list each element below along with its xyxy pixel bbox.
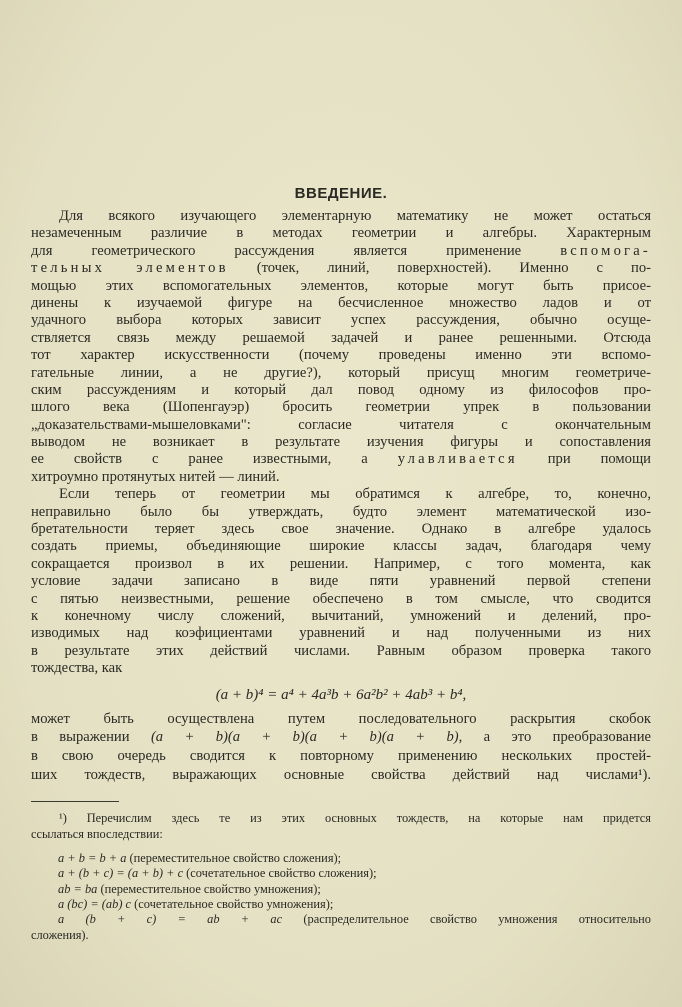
text-line: [31, 486, 651, 503]
text-line: [31, 451, 651, 468]
text-line: [31, 608, 651, 625]
text-line: [31, 312, 651, 329]
text-span: гательные линии, а не другие?), который присущ многим геометриче-: [31, 364, 651, 381]
text-span: ших тождеств, выражающих основные свойства действий над числами¹).: [31, 766, 651, 783]
footnote-intro: [31, 810, 651, 842]
text-line: [31, 927, 651, 943]
text-line: [31, 434, 651, 451]
main-text: [31, 208, 651, 784]
footnote-tail: [31, 927, 651, 943]
text-span: незамеченным различие в методах геометрии и алгебры. Характерным: [31, 225, 651, 242]
text-span: тождества, как: [31, 660, 123, 677]
text-span: в свою очередь сводится к повторному применению нескольких простей-: [31, 747, 651, 764]
text-line: [31, 295, 651, 312]
text-line: [31, 469, 651, 486]
text-span: для геометрического рассуждения является применение: [31, 242, 561, 259]
text-line: [31, 260, 651, 277]
text-line: [31, 347, 651, 364]
text-span: динены к изучаемой фигуре на бесчисленное множество ладов и от: [31, 294, 651, 311]
text-line: [31, 556, 651, 573]
text-line: [31, 225, 651, 242]
paragraph-3: [31, 710, 651, 785]
text-span: сложения).: [31, 928, 89, 943]
text-line: [31, 417, 651, 434]
spaced-emphasis: тельных элементов: [31, 260, 229, 277]
text-span: (переместительное свойство умножения);: [97, 881, 321, 896]
text-span: при помощи: [517, 451, 651, 468]
text-line: [31, 573, 651, 590]
footnote-divider: [31, 801, 119, 802]
text-line: [31, 766, 651, 785]
math-expression: ab = ba: [58, 881, 98, 896]
text-span: в результате этих действий числами. Равным образом проверка такого: [31, 642, 651, 659]
text-span: удачного выбора которых зависит успех рассуждения, обычно осуще-: [31, 312, 651, 329]
text-line: [31, 810, 651, 826]
text-line: [31, 382, 651, 399]
text-line: [31, 521, 651, 538]
text-span: создать приемы, объединяющие широкие классы задач, благодаря чему: [31, 538, 651, 555]
text-line: [31, 504, 651, 521]
text-line: [31, 897, 651, 912]
text-line: [31, 710, 651, 729]
text-line: [31, 912, 651, 927]
text-span: ссылаться впоследствии:: [31, 827, 163, 841]
paragraph-2: [31, 486, 651, 677]
text-line: [31, 625, 651, 642]
text-line: [31, 591, 651, 608]
text-line: [31, 538, 651, 555]
text-line: [31, 826, 651, 842]
text-span: (сочетательное свойство сложения);: [183, 866, 377, 881]
text-span: бретательности теряет здесь свое значение. Однако в алгебре удалось: [31, 521, 651, 538]
text-span: ским рассуждениям и который дал повод одному из философов про-: [31, 381, 651, 398]
text-span: (точек, линий, поверхностей). Именно с по-: [228, 260, 651, 277]
math-expression: (a + b)(a + b)(a + b)(a + b),: [150, 729, 463, 746]
text-span: неправильно было бы утверждать, будто элемент математической изо-: [31, 503, 651, 520]
text-span: хитроумно протянутых нитей — линий.: [31, 468, 280, 485]
text-span: тот характер искусственности (почему проведены именно эти вспомо-: [31, 347, 651, 364]
text-line: [31, 882, 651, 897]
text-span: (сочетательное свойство умножения);: [131, 896, 334, 911]
text-span: условие задачи записано в виде пяти уравнений первой степени: [31, 573, 651, 590]
text-line: [31, 643, 651, 660]
text-span: Для всякого изучающего элементарную математику не может остаться: [59, 208, 651, 224]
paragraph-1: [31, 208, 651, 486]
text-span: сокращается произвол в их решении. Например, с того момента, как: [31, 555, 651, 572]
math-expression: a (b + c) = ab + ac: [58, 912, 283, 927]
spaced-emphasis: улавливается: [397, 451, 518, 468]
text-line: [31, 365, 651, 382]
text-span: в выражении: [31, 729, 151, 746]
text-span: а это преобразование: [462, 729, 651, 746]
text-span: выводом не возникает в результате изучения фигуры и сопоставления: [31, 434, 651, 451]
text-span: может быть осуществлена путем последовательного раскрытия скобок: [31, 710, 651, 727]
text-line: [31, 747, 651, 766]
text-line: [31, 208, 651, 225]
text-line: [31, 660, 651, 677]
text-span: (переместительное свойство сложения);: [126, 851, 342, 865]
text-span: изводимых над коэфициентами уравнений и над полученными из них: [31, 625, 651, 642]
footnote: [31, 810, 651, 943]
text-line: [31, 866, 651, 881]
text-line: [31, 330, 651, 347]
text-span: мощью этих вспомогательных элементов, которые могут быть присое-: [31, 277, 651, 294]
text-line: [31, 243, 651, 260]
math-expression: a (bc) = (ab) c: [58, 896, 132, 911]
math-expression: a + b = b + a: [58, 851, 127, 865]
formula: (a + b)⁴ = a⁴ + 4a³b + 6a²b² + 4ab³ + b⁴,: [215, 686, 467, 703]
text-span: (распределительное свойство умножения относительно: [282, 912, 651, 927]
text-line: [31, 399, 651, 416]
text-span: к конечному числу сложений, вычитаний, умножений и делений, про-: [31, 607, 651, 624]
text-span: ствляется связь между решаемой задачей и ранее решенными. Отсюда: [31, 329, 651, 346]
spaced-emphasis: вспомога-: [560, 242, 651, 259]
text-line: [31, 851, 651, 866]
text-span: шлого века (Шопенгауэр) бросить геометрии упрек в пользовании: [31, 399, 651, 416]
footnote-identities: [31, 851, 651, 927]
text-span: ее свойств с ранее известными, а: [31, 451, 398, 468]
math-expression: a + (b + c) = (a + b) + c: [58, 866, 184, 881]
text-span: ¹) Перечислим здесь те из этих основных тождеств, на которые нам придется: [59, 811, 651, 825]
text-line: [31, 278, 651, 295]
text-line: [31, 728, 651, 747]
chapter-title: ВВЕДЕНИЕ.: [294, 185, 388, 202]
text-span: „доказательствами-мышеловками": согласие читателя с окончательным: [31, 416, 651, 433]
text-span: Если теперь от геометрии мы обратимся к алгебре, то, конечно,: [59, 486, 651, 503]
text-span: с пятью неизвестными, решение обеспечено в том смысле, что сводится: [31, 590, 651, 607]
